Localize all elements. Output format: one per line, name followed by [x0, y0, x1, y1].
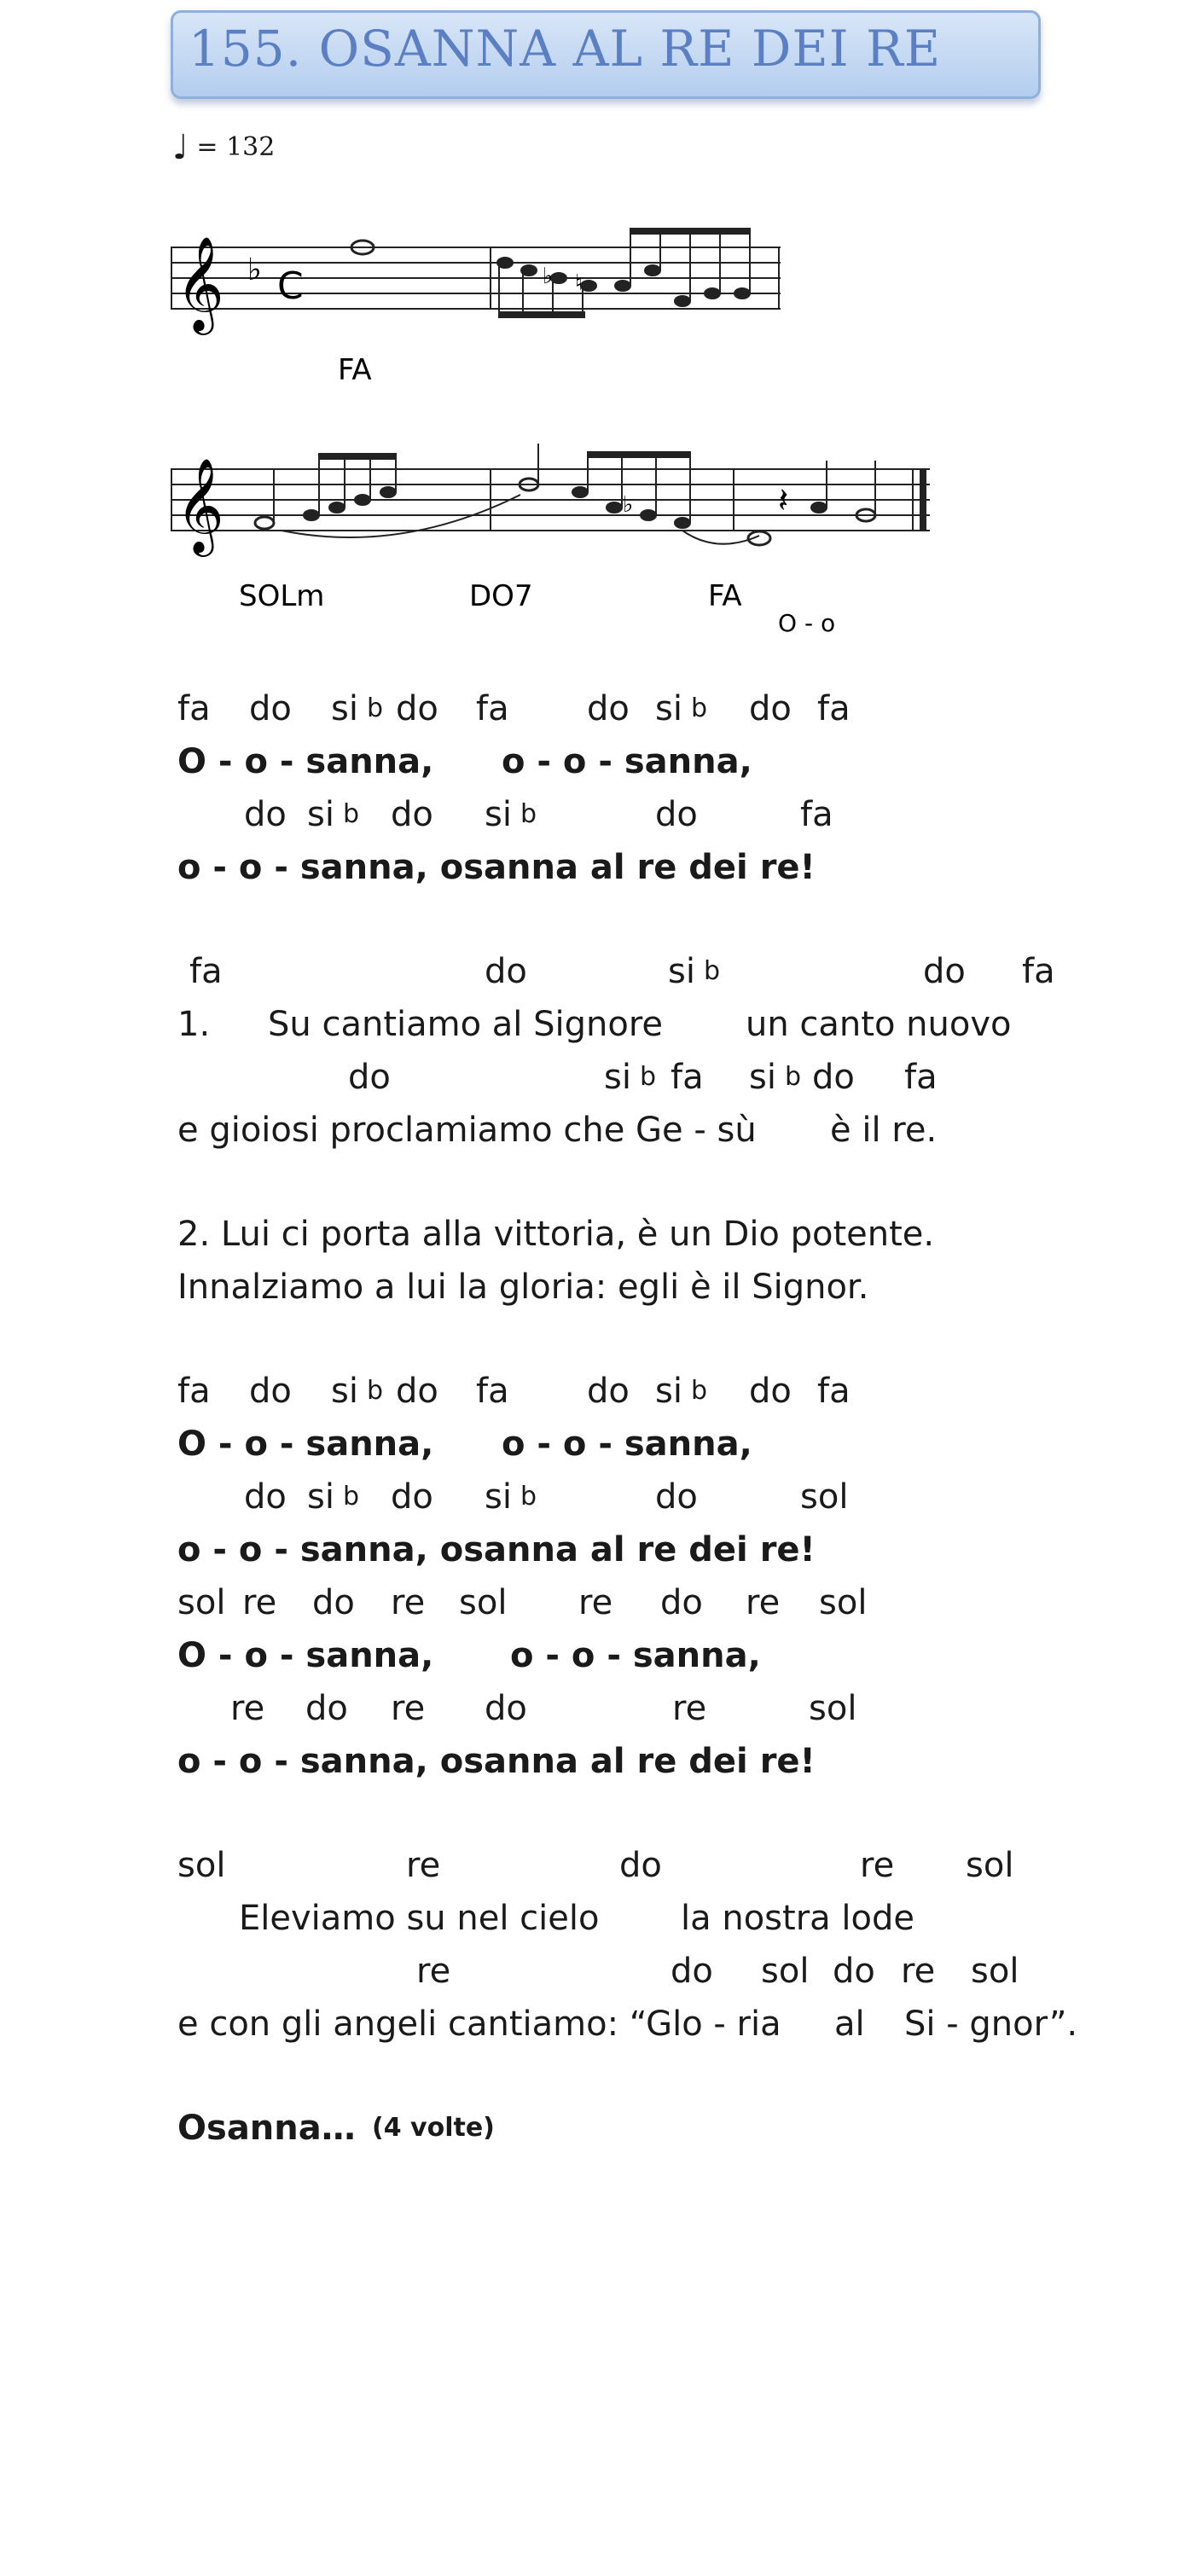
score-lyric: O - o	[778, 609, 836, 637]
svg-text:𝄽: 𝄽	[778, 481, 789, 520]
lyric-line: o - o - sanna, osanna al re dei re!	[177, 1742, 816, 1781]
score-staff-1	[171, 213, 785, 392]
lyric-line: O - o - sanna, o - o - sanna,	[177, 742, 752, 781]
svg-text:C: C	[277, 264, 304, 308]
lyric-line: Innalziamo a lui la gloria: egli è il Signor.	[177, 1268, 869, 1307]
svg-text:♭: ♭	[623, 492, 634, 518]
lyric-line: O - o - sanna, o - o - sanna,	[177, 1424, 752, 1464]
lyric-line: 2. Lui ci porta alla vittoria, è un Dio potente.	[177, 1215, 935, 1254]
chord-line: re do re do re sol	[230, 1689, 857, 1728]
title-banner	[171, 10, 1041, 99]
ending-text: Osanna…	[177, 2109, 356, 2148]
score-staff-2	[171, 435, 938, 648]
treble-clef-icon: 𝄞	[176, 235, 224, 331]
chord-line: re do sol do re sol	[416, 1952, 1019, 1991]
chord-line: fa do si b do fa do si b do fa	[177, 1372, 851, 1411]
lyric-line: e gioiosi proclamiamo che Ge - sù è il re.	[177, 1111, 938, 1150]
chord-line: fa do si b do fa	[189, 952, 1055, 991]
chord-line: sol re do re sol re do re sol	[177, 1583, 868, 1622]
svg-text:♭: ♭	[543, 264, 554, 289]
lyric-line: o - o - sanna, osanna al re dei re!	[177, 1530, 816, 1569]
song-title: 155. OSANNA AL RE DEI RE	[189, 20, 942, 78]
quarter-note-icon: ♩	[172, 128, 189, 167]
chord-label: FA	[708, 579, 742, 613]
chord-line: fa do si b do fa do si b do fa	[177, 689, 851, 728]
chord-label: SOLm	[239, 579, 325, 613]
chord-label: DO7	[469, 579, 533, 613]
tempo-value: = 132	[196, 132, 276, 162]
lyrics-block	[177, 682, 1116, 2155]
tempo-marking	[172, 128, 275, 167]
svg-text:♭: ♭	[247, 252, 262, 287]
repeat-note: (4 volte)	[372, 2113, 495, 2143]
chord-line: do si b fa si b do fa	[348, 1058, 938, 1097]
lyric-line: o - o - sanna, osanna al re dei re!	[177, 848, 816, 887]
chord-label: FA	[338, 353, 372, 387]
lyric-line: Eleviamo su nel cielo la nostra lode	[239, 1899, 914, 1938]
chord-line: sol re do re sol	[177, 1846, 1014, 1885]
svg-text:♮: ♮	[575, 270, 583, 296]
treble-clef-icon: 𝄞	[176, 457, 224, 553]
lyric-line: e con gli angeli cantiamo: “Glo - ria al Si - gnor”.	[177, 2005, 1078, 2044]
lyric-line: O - o - sanna, o - o - sanna,	[177, 1636, 761, 1675]
ending-line	[177, 2102, 1116, 2155]
chord-line: do si b do si b do fa	[244, 795, 833, 834]
chord-line: do si b do si b do sol	[244, 1477, 849, 1517]
lyric-line: 1. Su cantiamo al Signore un canto nuovo	[177, 1005, 1012, 1044]
